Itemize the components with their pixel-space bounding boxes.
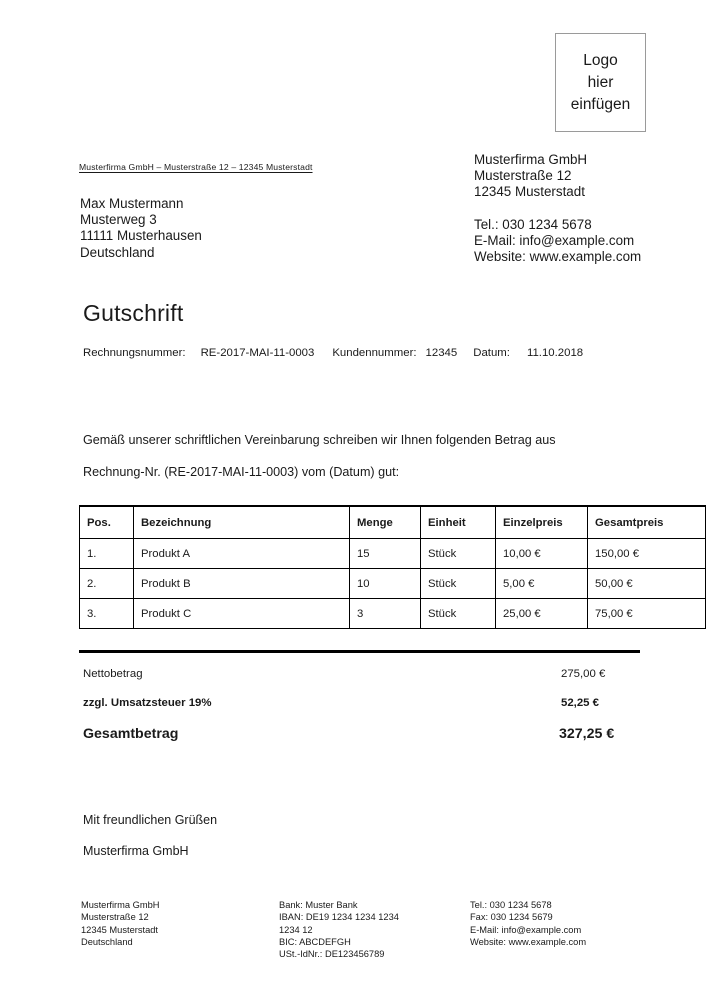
date-value: 11.10.2018	[526, 347, 584, 359]
cell-description: Produkt B	[134, 569, 350, 599]
intro-line-2: Rechnung-Nr. (RE-2017-MAI-11-0003) vom (Datum) gut:	[83, 465, 400, 479]
closing-block	[83, 805, 217, 867]
cell-quantity: 10	[350, 569, 421, 599]
invoice-number-label: Rechnungsnummer:	[83, 347, 186, 359]
logo-placeholder-line-1: Logo	[583, 51, 618, 69]
footer-website: Website: www.example.com	[470, 936, 587, 947]
cell-total-price: 50,00 €	[588, 569, 706, 599]
company-email: E-Mail: info@example.com	[474, 232, 635, 248]
footer-phone: Tel.: 030 1234 5678	[470, 900, 552, 910]
vat-value: 52,25 €	[561, 697, 600, 709]
cell-unit: Stück	[421, 539, 496, 569]
column-header-pos: Pos.	[80, 506, 134, 539]
recipient-city: 11111 Musterhausen	[80, 228, 202, 244]
totals-separator-rule	[79, 650, 640, 653]
recipient-address-block	[80, 196, 202, 261]
customer-number-value: 12345	[425, 347, 458, 359]
cell-unit-price: 25,00 €	[496, 599, 588, 629]
cell-pos: 2.	[80, 569, 134, 599]
company-website: Website: www.example.com	[474, 249, 642, 265]
company-street: Musterstraße 12	[474, 168, 572, 184]
line-items-table	[79, 505, 706, 629]
footer-iban-line-2: 1234 12	[279, 924, 313, 935]
cell-quantity: 3	[350, 599, 421, 629]
cell-total-price: 75,00 €	[588, 599, 706, 629]
cell-unit-price: 10,00 €	[496, 539, 588, 569]
footer-company-city: 12345 Musterstadt	[81, 924, 159, 935]
cell-unit: Stück	[421, 599, 496, 629]
net-amount-label: Nettobetrag	[83, 668, 143, 680]
cell-pos: 1.	[80, 539, 134, 569]
footer-bic: BIC: ABCDEFGH	[279, 936, 351, 947]
net-amount-value: 275,00 €	[561, 668, 606, 680]
cell-unit: Stück	[421, 569, 496, 599]
cell-total-price: 150,00 €	[588, 539, 706, 569]
company-phone: Tel.: 030 1234 5678	[474, 216, 592, 232]
footer-column-contact	[470, 899, 670, 948]
recipient-street: Musterweg 3	[80, 212, 157, 228]
sender-return-address-line: Musterfirma GmbH – Musterstraße 12 – 12345 Musterstadt	[79, 162, 313, 172]
totals-row-net	[83, 668, 643, 697]
customer-number-label: Kundennummer:	[332, 347, 417, 359]
table-row	[80, 569, 706, 599]
cell-pos: 3.	[80, 599, 134, 629]
company-name: Musterfirma GmbH	[474, 152, 588, 167]
column-header-description: Bezeichnung	[134, 506, 350, 539]
footer-company-name: Musterfirma GmbH	[81, 900, 160, 910]
column-header-unit-price: Einzelpreis	[496, 506, 588, 539]
footer-email: E-Mail: info@example.com	[470, 924, 582, 935]
logo-placeholder-line-2: hier	[587, 73, 614, 91]
cell-description: Produkt C	[134, 599, 350, 629]
logo-placeholder-box[interactable]	[555, 33, 646, 132]
grand-total-value: 327,25 €	[559, 726, 615, 742]
footer-company-country: Deutschland	[81, 936, 133, 947]
company-block-spacer	[474, 201, 641, 217]
totals-row-vat	[83, 697, 643, 726]
column-header-unit: Einheit	[421, 506, 496, 539]
table-header-row	[80, 506, 706, 539]
grand-total-label: Gesamtbetrag	[83, 726, 179, 742]
intro-paragraph	[83, 424, 653, 488]
footer-vat-id: USt.-IdNr.: DE123456789	[279, 949, 385, 960]
cell-description: Produkt A	[134, 539, 350, 569]
column-header-quantity: Menge	[350, 506, 421, 539]
cell-quantity: 15	[350, 539, 421, 569]
totals-row-grand	[83, 726, 643, 755]
footer-column-bank	[279, 899, 464, 960]
cell-unit-price: 5,00 €	[496, 569, 588, 599]
column-header-total-price: Gesamtpreis	[588, 506, 706, 539]
table-row	[80, 539, 706, 569]
logo-placeholder-line-3: einfügen	[570, 95, 631, 113]
vat-label: zzgl. Umsatzsteuer 19%	[83, 697, 212, 709]
footer-fax: Fax: 030 1234 5679	[470, 912, 553, 923]
footer-iban-line-1: IBAN: DE19 1234 1234 1234	[279, 912, 399, 923]
closing-signature: Musterfirma GmbH	[83, 844, 189, 858]
recipient-country: Deutschland	[80, 244, 155, 260]
recipient-name: Max Mustermann	[80, 196, 184, 211]
company-city: 12345 Musterstadt	[474, 184, 585, 200]
totals-section	[83, 668, 643, 755]
footer-column-company	[81, 899, 271, 948]
document-title: Gutschrift	[83, 300, 184, 326]
intro-line-1: Gemäß unserer schriftlichen Vereinbarung schreiben wir Ihnen folgenden Betrag aus	[83, 433, 556, 447]
closing-greeting: Mit freundlichen Grüßen	[83, 813, 218, 827]
document-meta-line	[83, 347, 583, 359]
invoice-number-value: RE-2017-MAI-11-0003	[200, 347, 315, 359]
table-row	[80, 599, 706, 629]
footer-company-street: Musterstraße 12	[81, 912, 149, 923]
date-label: Datum:	[473, 347, 510, 359]
footer-bank-name: Bank: Muster Bank	[279, 900, 358, 910]
company-contact-block	[474, 152, 641, 265]
